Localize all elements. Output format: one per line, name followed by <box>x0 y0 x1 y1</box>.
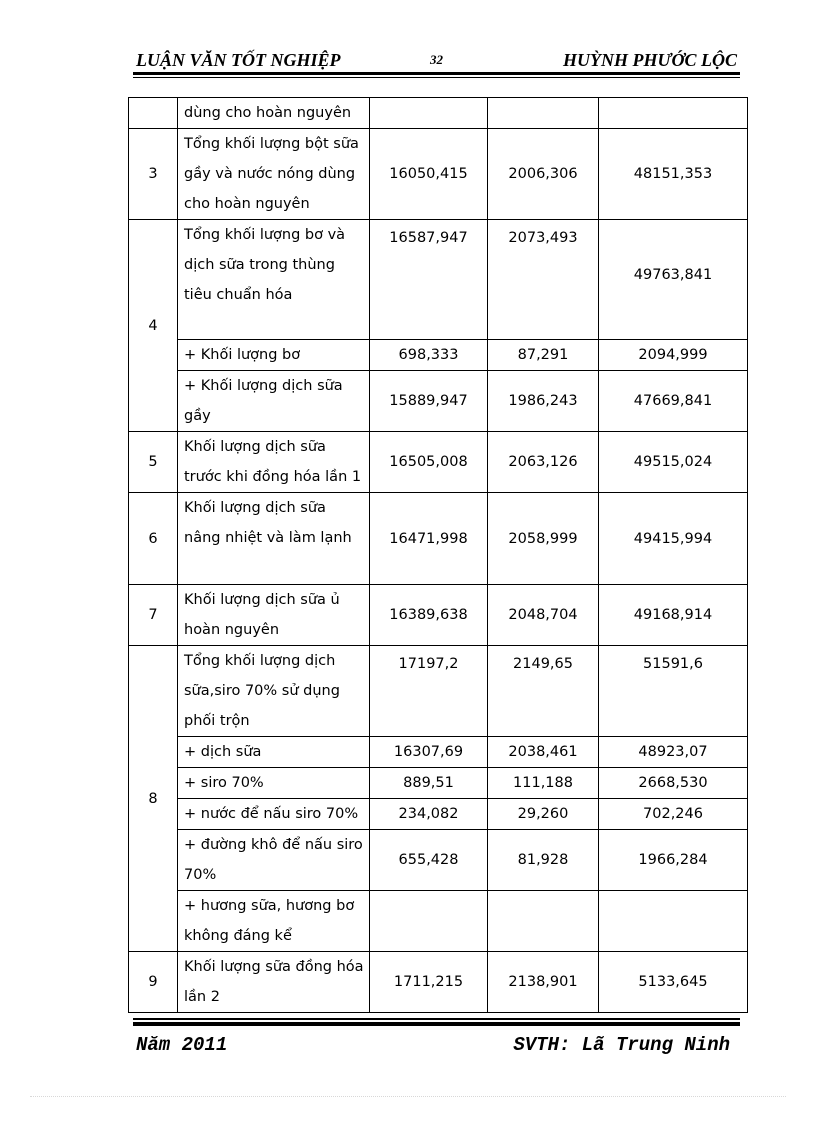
header-rule-thick <box>133 72 740 75</box>
value-col-2: 1986,243 <box>488 371 599 432</box>
table-row <box>129 952 748 1013</box>
value-col-3: 702,246 <box>599 799 748 830</box>
row-number: 5 <box>129 432 178 493</box>
value-col-3: 2094,999 <box>599 340 748 371</box>
value-col-2 <box>488 891 599 952</box>
row-description: + hương sữa, hương bơ không đáng kể <box>178 891 370 952</box>
table-row <box>129 830 748 891</box>
row-description: dùng cho hoàn nguyên <box>178 98 370 129</box>
value-col-1: 17197,2 <box>370 646 488 737</box>
value-col-2: 29,260 <box>488 799 599 830</box>
row-description: Khối lượng dịch sữa nâng nhiệt và làm lạnh <box>178 493 370 585</box>
row-description: + siro 70% <box>178 768 370 799</box>
value-col-2: 2073,493 <box>488 220 599 340</box>
value-col-1: 16587,947 <box>370 220 488 340</box>
footer-student: SVTH: Lã Trung Ninh <box>513 1034 730 1056</box>
value-col-3: 49168,914 <box>599 585 748 646</box>
value-col-2: 2048,704 <box>488 585 599 646</box>
row-description: + Khối lượng dịch sữa gầy <box>178 371 370 432</box>
footer-year: Năm 2011 <box>136 1034 228 1056</box>
table-row <box>129 799 748 830</box>
value-col-3: 5133,645 <box>599 952 748 1013</box>
value-col-1: 889,51 <box>370 768 488 799</box>
table-row <box>129 340 748 371</box>
table-row <box>129 737 748 768</box>
table-row <box>129 98 748 129</box>
table-row <box>129 891 748 952</box>
value-col-1: 16307,69 <box>370 737 488 768</box>
row-description: + đường khô để nấu siro 70% <box>178 830 370 891</box>
row-description: + Khối lượng bơ <box>178 340 370 371</box>
row-number: 8 <box>129 646 178 952</box>
table-row <box>129 768 748 799</box>
footer-rule-thick <box>133 1022 740 1026</box>
row-description: Tổng khối lượng bột sữa gầy và nước nóng dùng cho hoàn nguyên <box>178 129 370 220</box>
header-left-title: LUẬN VĂN TỐT NGHIỆP <box>136 50 341 70</box>
row-number: 4 <box>129 220 178 432</box>
value-col-2: 2058,999 <box>488 493 599 585</box>
value-col-2: 111,188 <box>488 768 599 799</box>
header-right-author: HUỲNH PHƯỚC LỘC <box>563 50 737 70</box>
value-col-2: 2149,65 <box>488 646 599 737</box>
page-edge-dotted-line <box>30 1096 786 1097</box>
row-description: Tổng khối lượng dịch sữa,siro 70% sử dụng phối trộn <box>178 646 370 737</box>
value-col-3: 47669,841 <box>599 371 748 432</box>
value-col-2: 2006,306 <box>488 129 599 220</box>
value-col-3 <box>599 98 748 129</box>
value-col-2: 2038,461 <box>488 737 599 768</box>
value-col-3: 49415,994 <box>599 493 748 585</box>
row-number: 9 <box>129 952 178 1013</box>
value-col-1: 698,333 <box>370 340 488 371</box>
row-description: + dịch sữa <box>178 737 370 768</box>
value-col-2: 2063,126 <box>488 432 599 493</box>
mass-balance-table <box>128 97 748 1013</box>
table-row <box>129 371 748 432</box>
value-col-3 <box>599 891 748 952</box>
row-number <box>129 98 178 129</box>
value-col-1 <box>370 98 488 129</box>
row-number: 6 <box>129 493 178 585</box>
header-rule-thin <box>133 77 740 78</box>
row-description: Khối lượng dịch sữa trước khi đồng hóa lần 1 <box>178 432 370 493</box>
value-col-1: 16505,008 <box>370 432 488 493</box>
value-col-1: 16389,638 <box>370 585 488 646</box>
table-row <box>129 646 748 737</box>
value-col-1: 234,082 <box>370 799 488 830</box>
table-row <box>129 129 748 220</box>
row-description: + nước để nấu siro 70% <box>178 799 370 830</box>
table-row <box>129 220 748 340</box>
value-col-3: 49515,024 <box>599 432 748 493</box>
value-col-3: 1966,284 <box>599 830 748 891</box>
row-description: Khối lượng sữa đồng hóa lần 2 <box>178 952 370 1013</box>
value-col-3: 2668,530 <box>599 768 748 799</box>
row-number: 7 <box>129 585 178 646</box>
value-col-2 <box>488 98 599 129</box>
row-number: 3 <box>129 129 178 220</box>
value-col-2: 2138,901 <box>488 952 599 1013</box>
value-col-1: 16471,998 <box>370 493 488 585</box>
value-col-1: 655,428 <box>370 830 488 891</box>
table-row <box>129 432 748 493</box>
value-col-1 <box>370 891 488 952</box>
value-col-3: 49763,841 <box>599 220 748 340</box>
value-col-1: 16050,415 <box>370 129 488 220</box>
table-row <box>129 585 748 646</box>
value-col-1: 1711,215 <box>370 952 488 1013</box>
value-col-3: 51591,6 <box>599 646 748 737</box>
table-row <box>129 493 748 585</box>
page-number: 32 <box>430 52 443 67</box>
value-col-1: 15889,947 <box>370 371 488 432</box>
row-description: Khối lượng dịch sữa ủ hoàn nguyên <box>178 585 370 646</box>
row-description: Tổng khối lượng bơ và dịch sữa trong thùng tiêu chuẩn hóa <box>178 220 370 340</box>
value-col-3: 48151,353 <box>599 129 748 220</box>
value-col-3: 48923,07 <box>599 737 748 768</box>
footer-rule-thin <box>133 1018 740 1020</box>
value-col-2: 81,928 <box>488 830 599 891</box>
value-col-2: 87,291 <box>488 340 599 371</box>
